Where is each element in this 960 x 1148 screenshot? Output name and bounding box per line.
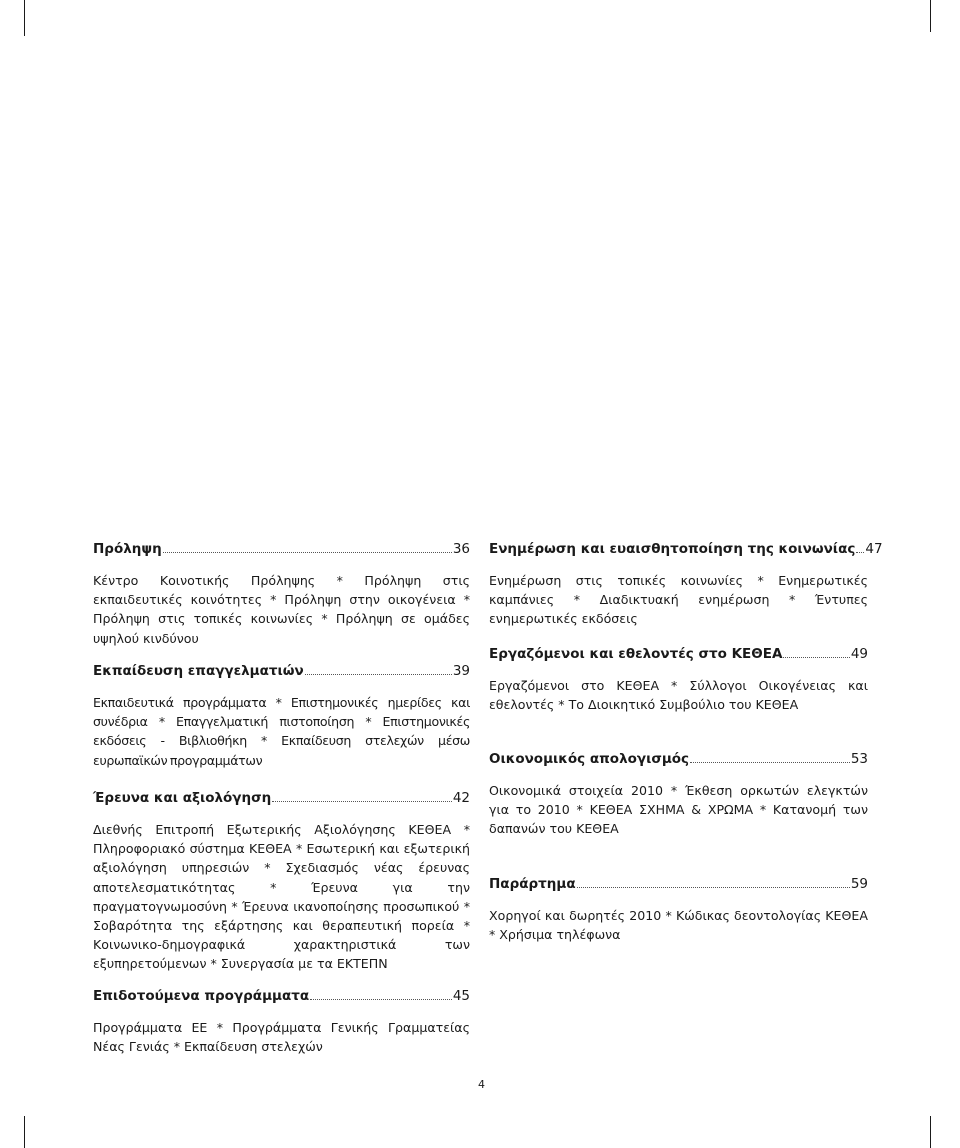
toc-entry-title[interactable]: Επιδοτούμενα προγράμματα [93,988,310,1004]
toc-entry-header[interactable] [93,662,470,680]
toc-entry-title[interactable]: Εργαζόμενοι και εθελοντές στο ΚΕΘΕΑ [489,646,783,662]
dot-leader [310,999,452,1000]
toc-entry-page[interactable]: 45 [452,988,470,1004]
toc-entry-description: Εκπαιδευτικά προγράμματα * Επιστημονικές ημερίδες και συνέδρια * Επαγγελματική πιστοποίηση * Επιστημονικές εκδόσεις - Βιβλιοθήκη * Εκπαίδευση στελεχών μέσω ευρωπαϊκών προγραμμάτων [93,695,470,768]
toc-entry-header[interactable] [93,789,470,807]
toc-entry-description: Διεθνής Επιτροπή Εξωτερικής Αξιολόγησης ΚΕΘΕΑ * Πληροφοριακό σύστημα ΚΕΘΕΑ * Εσωτερική και εξωτερική αξιολόγηση υπηρεσιών * Σχεδιασμός νέας έρευνας αποτελεσματικότητας * Έρευνα για την πραγματογνωμοσύνη * Έρευνα ικανοποίησης προσωπικού * Σοβαρότητα της εξάρτησης και θεραπευτική πορεία * Κοινωνικο-δημογραφικά χαρακτηριστικά των εξυπηρετούμενων * Συνεργασία με τα ΕΚΤΕΠΝ [93,822,470,972]
toc-entry-description: Χορηγοί και δωρητές 2010 * Κώδικας δεοντολογίας ΚΕΘΕΑ * Χρήσιμα τηλέφωνα [489,908,868,943]
toc-entry-header[interactable] [489,750,868,768]
crop-mark-bottom-left [24,1116,25,1148]
toc-entry-description: Οικονομικά στοιχεία 2010 * Έκθεση ορκωτών ελεγκτών για το 2010 * ΚΕΘΕΑ ΣΧΗΜΑ & ΧΡΩΜΑ * Κατανομή των δαπανών του ΚΕΘΕΑ [489,783,868,837]
toc-entry-page[interactable]: 39 [452,663,470,679]
toc-entry-page[interactable]: 47 [865,541,883,557]
toc-entry-title[interactable]: Ενημέρωση και ευαισθητοποίηση της κοινωνίας [489,541,856,557]
crop-mark-top-right [930,0,931,32]
toc-entry-title[interactable]: Πρόληψη [93,541,162,557]
toc-entry-page[interactable]: 53 [850,751,868,767]
toc-entry-page[interactable]: 36 [452,541,470,557]
toc-entry-header[interactable] [93,987,470,1005]
toc-entry-financial-report[interactable] [489,750,868,839]
dot-leader [305,674,452,675]
toc-entry-description: Εργαζόμενοι στο ΚΕΘΕΑ * Σύλλογοι Οικογένειας και εθελοντές * Το Διοικητικό Συμβούλιο του ΚΕΘΕΑ [489,678,868,713]
toc-entry-header[interactable] [489,540,883,558]
toc-entry-header[interactable] [489,645,868,663]
toc-entry-public-awareness[interactable] [489,540,883,629]
toc-entry-title[interactable]: Οικονομικός απολογισμός [489,751,690,767]
toc-entry-title[interactable]: Παράρτημα [489,876,576,892]
crop-mark-bottom-right [930,1116,931,1148]
toc-entry-page[interactable]: 49 [850,646,868,662]
dot-leader [163,552,452,553]
toc-entry-funded-programs[interactable] [93,987,470,1056]
toc-entry-page[interactable]: 42 [452,790,470,806]
page-number: 4 [478,1078,485,1091]
toc-entry-title[interactable]: Εκπαίδευση επαγγελματιών [93,663,304,679]
dot-leader [856,552,864,553]
toc-entry-title[interactable]: Έρευνα και αξιολόγηση [93,790,272,806]
dot-leader [577,887,850,888]
toc-entry-employees-volunteers[interactable] [489,645,868,714]
toc-entry-page[interactable]: 59 [850,876,868,892]
dot-leader [783,657,849,658]
toc-entry-description: Προγράμματα ΕΕ * Προγράμματα Γενικής Γραμματείας Νέας Γενιάς * Εκπαίδευση στελεχών [93,1020,470,1055]
toc-entry-description: Κέντρο Κοινοτικής Πρόληψης * Πρόληψη στις εκπαιδευτικές κοινότητες * Πρόληψη στην οικογένεια * Πρόληψη στις τοπικές κοινωνίες * Πρόληψη σε ομάδες υψηλού κινδύνου [93,573,470,646]
dot-leader [690,762,850,763]
dot-leader [272,801,452,802]
toc-entry-header[interactable] [489,875,868,893]
toc-entry-research-evaluation[interactable] [93,789,470,974]
crop-mark-top-left [24,0,25,36]
toc-entry-appendix[interactable] [489,875,868,944]
toc-entry-prevention[interactable] [93,540,470,648]
toc-entry-professional-training[interactable] [93,662,470,770]
toc-entry-description: Ενημέρωση στις τοπικές κοινωνίες * Ενημερωτικές καμπάνιες * Διαδικτυακή ενημέρωση * Έντυπες ενημερωτικές εκδόσεις [489,573,868,627]
toc-entry-header[interactable] [93,540,470,558]
